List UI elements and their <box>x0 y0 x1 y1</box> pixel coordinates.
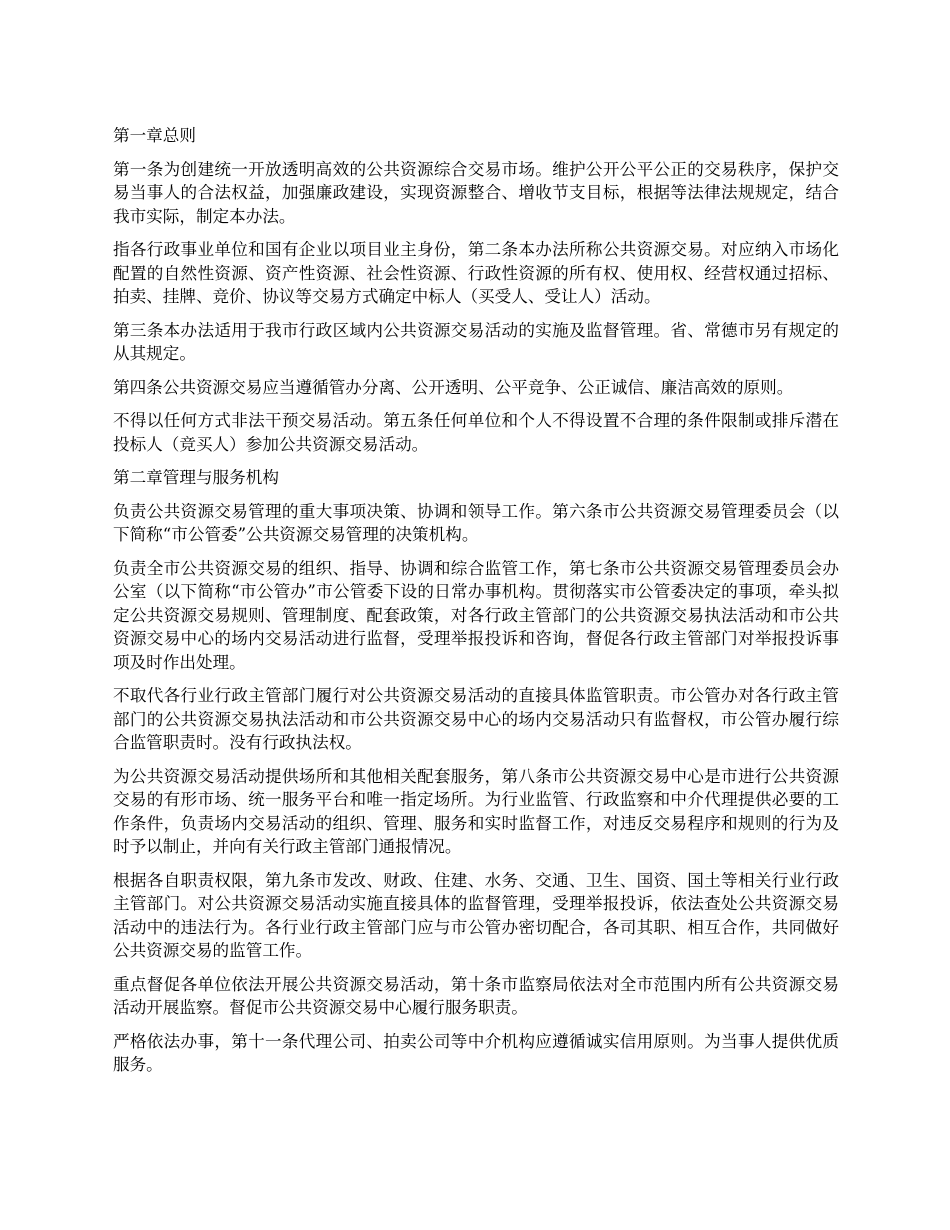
article-1-paragraph: 第一条为创建统一开放透明高效的公共资源综合交易市场。维护公开公平公正的交易秩序，保护交易当事人的合法权益，加强廉政建设，实现资源整合、增收节支目标，根据等法律法规规定，结合我市实际，制定本办法。 <box>113 159 839 226</box>
article-10-paragraph: 重点督促各单位依法开展公共资源交易活动，第十条市监察局依法对全市范围内所有公共资源交易活动开展监察。督促市公共资源交易中心履行服务职责。 <box>113 974 839 1017</box>
chapter-heading-2: 第二章管理与服务机构 <box>113 468 279 487</box>
article-8-paragraph: 为公共资源交易活动提供场所和其他相关配套服务，第八条市公共资源交易中心是市进行公共资源交易的有形市场、统一服务平台和唯一指定场所。为行业监管、行政监察和中介代理提供必要的工作条件，负责场内交易活动的组织、管理、服务和实时监督工作，对违反交易程序和规则的行为及时予以制止，并向有关行政主管部门通报情况。 <box>113 766 839 856</box>
article-9-paragraph: 根据各自职责权限，第九条市发改、财政、住建、水务、交通、卫生、国资、国土等相关行业行政主管部门。对公共资源交易活动实施直接具体的监督管理，受理举报投诉，依法查处公共资源交易活动中的违法行为。各行业行政主管部门应与市公管办密切配合，各司其职、相互合作，共同做好公共资源交易的监管工作。 <box>113 870 839 960</box>
article-11-paragraph: 严格依法办事，第十一条代理公司、拍卖公司等中介机构应遵循诚实信用原则。为当事人提供优质服务。 <box>113 1031 839 1074</box>
article-7-paragraph: 负责全市公共资源交易的组织、指导、协调和综合监管工作，第七条市公共资源交易管理委员会办公室（以下简称“市公管办”市公管委下设的日常办事机构。贯彻落实市公管委决定的事项，牵头拟定公共资源交易规则、管理制度、配套政策，对各行政主管部门的公共资源交易执法活动和市公共资源交易中心的场内交易活动进行监督，受理举报投诉和咨询，督促各行政主管部门对举报投诉事项及时作出处理。 <box>113 558 839 672</box>
article-3-paragraph: 第三条本办法适用于我市行政区域内公共资源交易活动的实施及监督管理。省、常德市另有规定的从其规定。 <box>113 320 839 363</box>
article-6-paragraph: 负责公共资源交易管理的重大事项决策、协调和领导工作。第六条市公共资源交易管理委员会（以下简称“市公管委”公共资源交易管理的决策机构。 <box>113 501 839 544</box>
document-body <box>113 124 839 1087</box>
chapter-heading-1: 第一章总则 <box>113 126 196 145</box>
article-5-paragraph: 不得以任何方式非法干预交易活动。第五条任何单位和个人不得设置不合理的条件限制或排斥潜在投标人（竞买人）参加公共资源交易活动。 <box>113 411 839 454</box>
article-4-paragraph: 第四条公共资源交易应当遵循管办分离、公开透明、公平竞争、公正诚信、廉洁高效的原则。 <box>113 377 794 397</box>
article-7-supplement-paragraph: 不取代各行业行政主管部门履行对公共资源交易活动的直接具体监管职责。市公管办对各行政主管部门的公共资源交易执法活动和市公共资源交易中心的场内交易活动只有监督权，市公管办履行综合监管职责时。没有行政执法权。 <box>113 686 839 752</box>
article-2-paragraph: 指各行政事业单位和国有企业以项目业主身份，第二条本办法所称公共资源交易。对应纳入市场化配置的自然性资源、资产性资源、社会性资源、行政性资源的所有权、使用权、经营权通过招标、拍卖、挂牌、竞价、协议等交易方式确定中标人（买受人、受让人）活动。 <box>113 240 839 306</box>
